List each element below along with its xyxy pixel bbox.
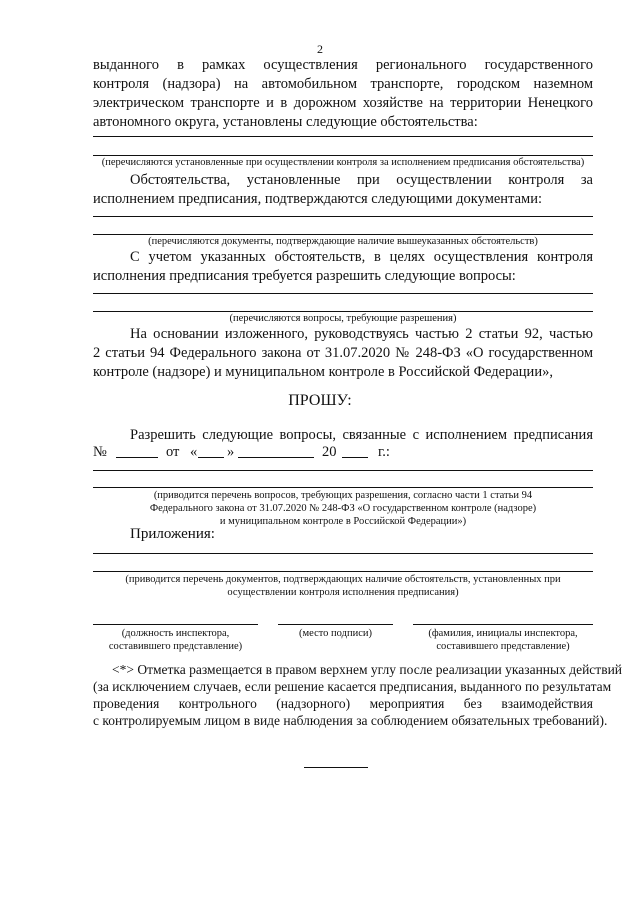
separator-line — [304, 767, 368, 768]
caption-name-2: составившего представление) — [436, 641, 570, 652]
day-field — [198, 457, 224, 458]
intro-line-4: автономного округа, установлены следующие обстоятельства: — [93, 114, 478, 130]
year-suffix: г.: — [378, 444, 390, 460]
basis-line-2: 2 статьи 94 Федерального закона от 31.07.2020 № 248-ФЗ «О государственном — [93, 345, 593, 361]
caption-circumstances: (перечисляются установленные при осуществлении контроля за исполнением предписания обстоятельства) — [101, 157, 585, 168]
questions-line-2: исполнения предписания требуется разрешить следующие вопросы: — [93, 268, 516, 284]
footnote-line-3: проведения контрольного (надзорного) мероприятия без взаимодействия — [93, 696, 593, 711]
intro-line-1: выданного в рамках осуществления регионального государственного — [93, 57, 593, 73]
year-field — [342, 457, 368, 458]
number-sign: № — [93, 444, 107, 460]
basis-line-1: На основании изложенного, руководствуясь частью 2 статьи 92, частью — [130, 326, 593, 342]
blank-line — [93, 136, 593, 137]
basis-line-3: контроле (надзоре) и муниципальном контроле в Российской Федерации», — [93, 364, 553, 380]
request-heading: ПРОШУ: — [288, 392, 352, 409]
year-prefix: 20 — [322, 444, 337, 460]
blank-line — [93, 571, 593, 572]
position-line — [93, 624, 258, 625]
caption-attachments-1: (приводится перечень документов, подтверждающих наличие обстоятельств, установленных при — [125, 574, 561, 585]
quote-close: » — [227, 444, 235, 460]
blank-line — [93, 216, 593, 217]
caption-attachments-2: осуществлении контроля исполнения предписания) — [227, 587, 459, 598]
number-field — [116, 457, 158, 458]
blank-line — [93, 293, 593, 294]
attachments-label: Приложения: — [130, 526, 215, 542]
quote-open: « — [190, 444, 198, 460]
intro-line-3: электрическом транспорте и в дорожном хозяйстве на территории Ненецкого — [93, 95, 593, 111]
blank-line — [93, 553, 593, 554]
confirm-line-2: исполнением предписания, подтверждаются следующими документами: — [93, 191, 542, 207]
name-line — [413, 624, 593, 625]
month-field — [238, 457, 314, 458]
blank-line — [93, 470, 593, 471]
footnote-line-2: (за исключением случаев, если решение касается предписания, выданного по результатам — [93, 679, 612, 694]
caption-questions: (перечисляются вопросы, требующие разрешения) — [229, 313, 457, 324]
questions-line-1: С учетом указанных обстоятельств, в целях осуществления контроля — [130, 249, 593, 265]
footnote-line-1: <*> Отметка размещается в правом верхнем углу после реализации указанных действий — [112, 662, 623, 677]
request-line-1: Разрешить следующие вопросы, связанные с исполнением предписания — [130, 427, 593, 443]
caption-sign-place: (место подписи) — [299, 628, 372, 639]
confirm-line-1: Обстоятельства, установленные при осуществлении контроля за — [130, 172, 593, 188]
blank-line — [93, 487, 593, 488]
signature-line — [278, 624, 393, 625]
caption-documents: (перечисляются документы, подтверждающие наличие вышеуказанных обстоятельств) — [148, 236, 538, 247]
caption-request-2: Федерального закона от 31.07.2020 № 248-ФЗ «О государственном контроле (надзоре) — [149, 503, 537, 514]
caption-position-2: составившего представление) — [108, 641, 243, 652]
date-from-label: от — [166, 444, 180, 460]
caption-request-1: (приводится перечень вопросов, требующих разрешения, согласно части 1 статьи 94 — [153, 490, 533, 501]
caption-request-3: и муниципальном контроле в Российской Федерации») — [219, 516, 467, 527]
footnote-line-4: с контролируемым лицом в виде наблюдения за соблюдением обязательных требований). — [93, 713, 608, 728]
page-number: 2 — [317, 42, 323, 56]
caption-position-1: (должность инспектора, — [121, 628, 230, 639]
intro-line-2: контроля (надзора) на автомобильном транспорте, городском наземном — [93, 76, 593, 92]
caption-name-1: (фамилия, инициалы инспектора, — [428, 628, 578, 639]
